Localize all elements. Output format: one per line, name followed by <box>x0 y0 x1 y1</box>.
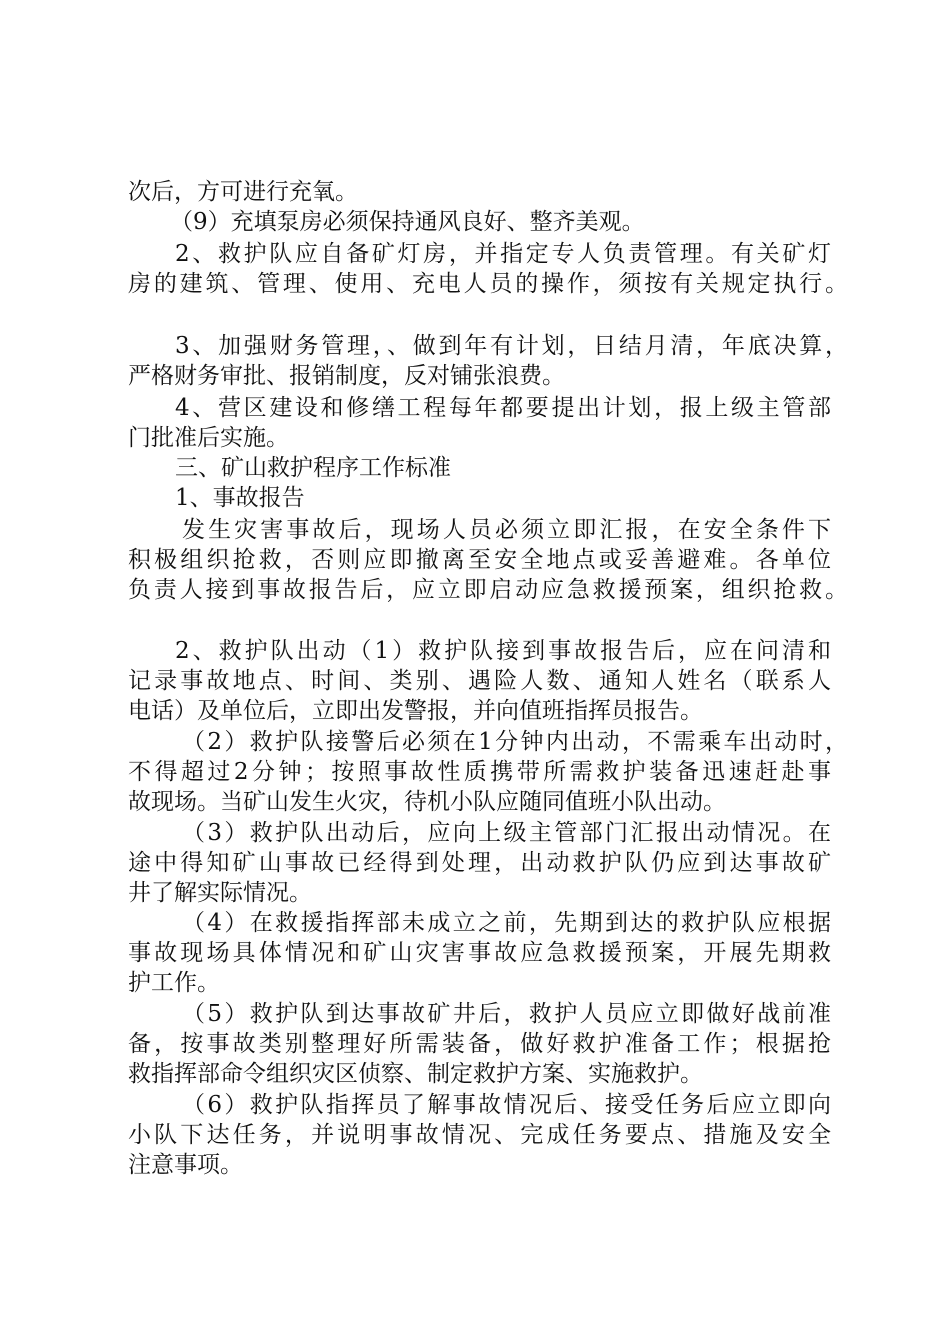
text-line: （5）救护队到达事故矿井后，救护人员应立即做好战前准 <box>182 1001 831 1027</box>
text-line: 途中得知矿山事故已经得到处理，出动救护队仍应到达事故矿 <box>128 850 831 876</box>
text-line: 2、救护队应自备矿灯房，并指定专人负责管理。有关矿灯 <box>175 241 831 267</box>
text-line: 电话）及单位后，立即出发警报，并向值班指挥员报告。 <box>128 698 703 724</box>
text-line: 积极组织抢救，否则应即撤离至安全地点或妥善避难。各单位 <box>128 547 831 573</box>
text-line: 护工作。 <box>128 970 220 996</box>
text-line: 故现场。当矿山发生火灾，待机小队应随同值班小队出动。 <box>128 789 726 815</box>
text-line: 不得超过2分钟；按照事故性质携带所需救护装备迅速赶赴事 <box>128 759 831 785</box>
text-line: 3、加强财务管理，、做到年有计划，日结月清，年底决算， <box>175 333 848 359</box>
text-line: 严格财务审批、报销制度，反对铺张浪费。 <box>128 363 565 389</box>
text-line: 备，按事故类别整理好所需装备，做好救护准备工作；根据抢 <box>128 1031 831 1057</box>
section-heading: 三、矿山救护程序工作标准 <box>175 455 451 481</box>
text-line: 4、营区建设和修缮工程每年都要提出计划，报上级主管部 <box>175 395 831 421</box>
text-line: 事故现场具体情况和矿山灾害事故应急救援预案，开展先期救 <box>128 940 831 966</box>
text-line: 井了解实际情况。 <box>128 880 312 906</box>
text-line: 注意事项。 <box>128 1152 243 1178</box>
text-line: 发生灾害事故后，现场人员必须立即汇报，在安全条件下 <box>182 517 831 543</box>
text-line: （4）在救援指挥部未成立之前，先期到达的救护队应根据 <box>182 910 831 936</box>
text-line: 门批准后实施。 <box>128 425 289 451</box>
subsection-heading: 1、事故报告 <box>175 485 305 511</box>
text-line: （3）救护队出动后，应向上级主管部门汇报出动情况。在 <box>182 820 831 846</box>
text-line: （9）充填泵房必须保持通风良好、整齐美观。 <box>170 209 645 235</box>
text-line: （6）救护队指挥员了解事故情况后、接受任务后应立即向 <box>182 1092 831 1118</box>
text-line: 负责人接到事故报告后，应立即启动应急救援预案，组织抢救。 <box>128 577 848 603</box>
text-line: 小队下达任务，并说明事故情况、完成任务要点、措施及安全 <box>128 1122 831 1148</box>
text-line: 救指挥部命令组织灾区侦察、制定救护方案、实施救护。 <box>128 1061 703 1087</box>
text-line: 2、救护队出动（1）救护队接到事故报告后，应在问清和 <box>175 638 831 664</box>
text-line: 记录事故地点、时间、类别、遇险人数、通知人姓名（联系人 <box>128 668 831 694</box>
text-line: 房的建筑、管理、使用、充电人员的操作，须按有关规定执行。 <box>128 271 848 297</box>
text-line: 次后，方可进行充氧。 <box>128 179 358 205</box>
text-line: （2）救护队接警后必须在1分钟内出动，不需乘车出动时， <box>182 729 848 755</box>
